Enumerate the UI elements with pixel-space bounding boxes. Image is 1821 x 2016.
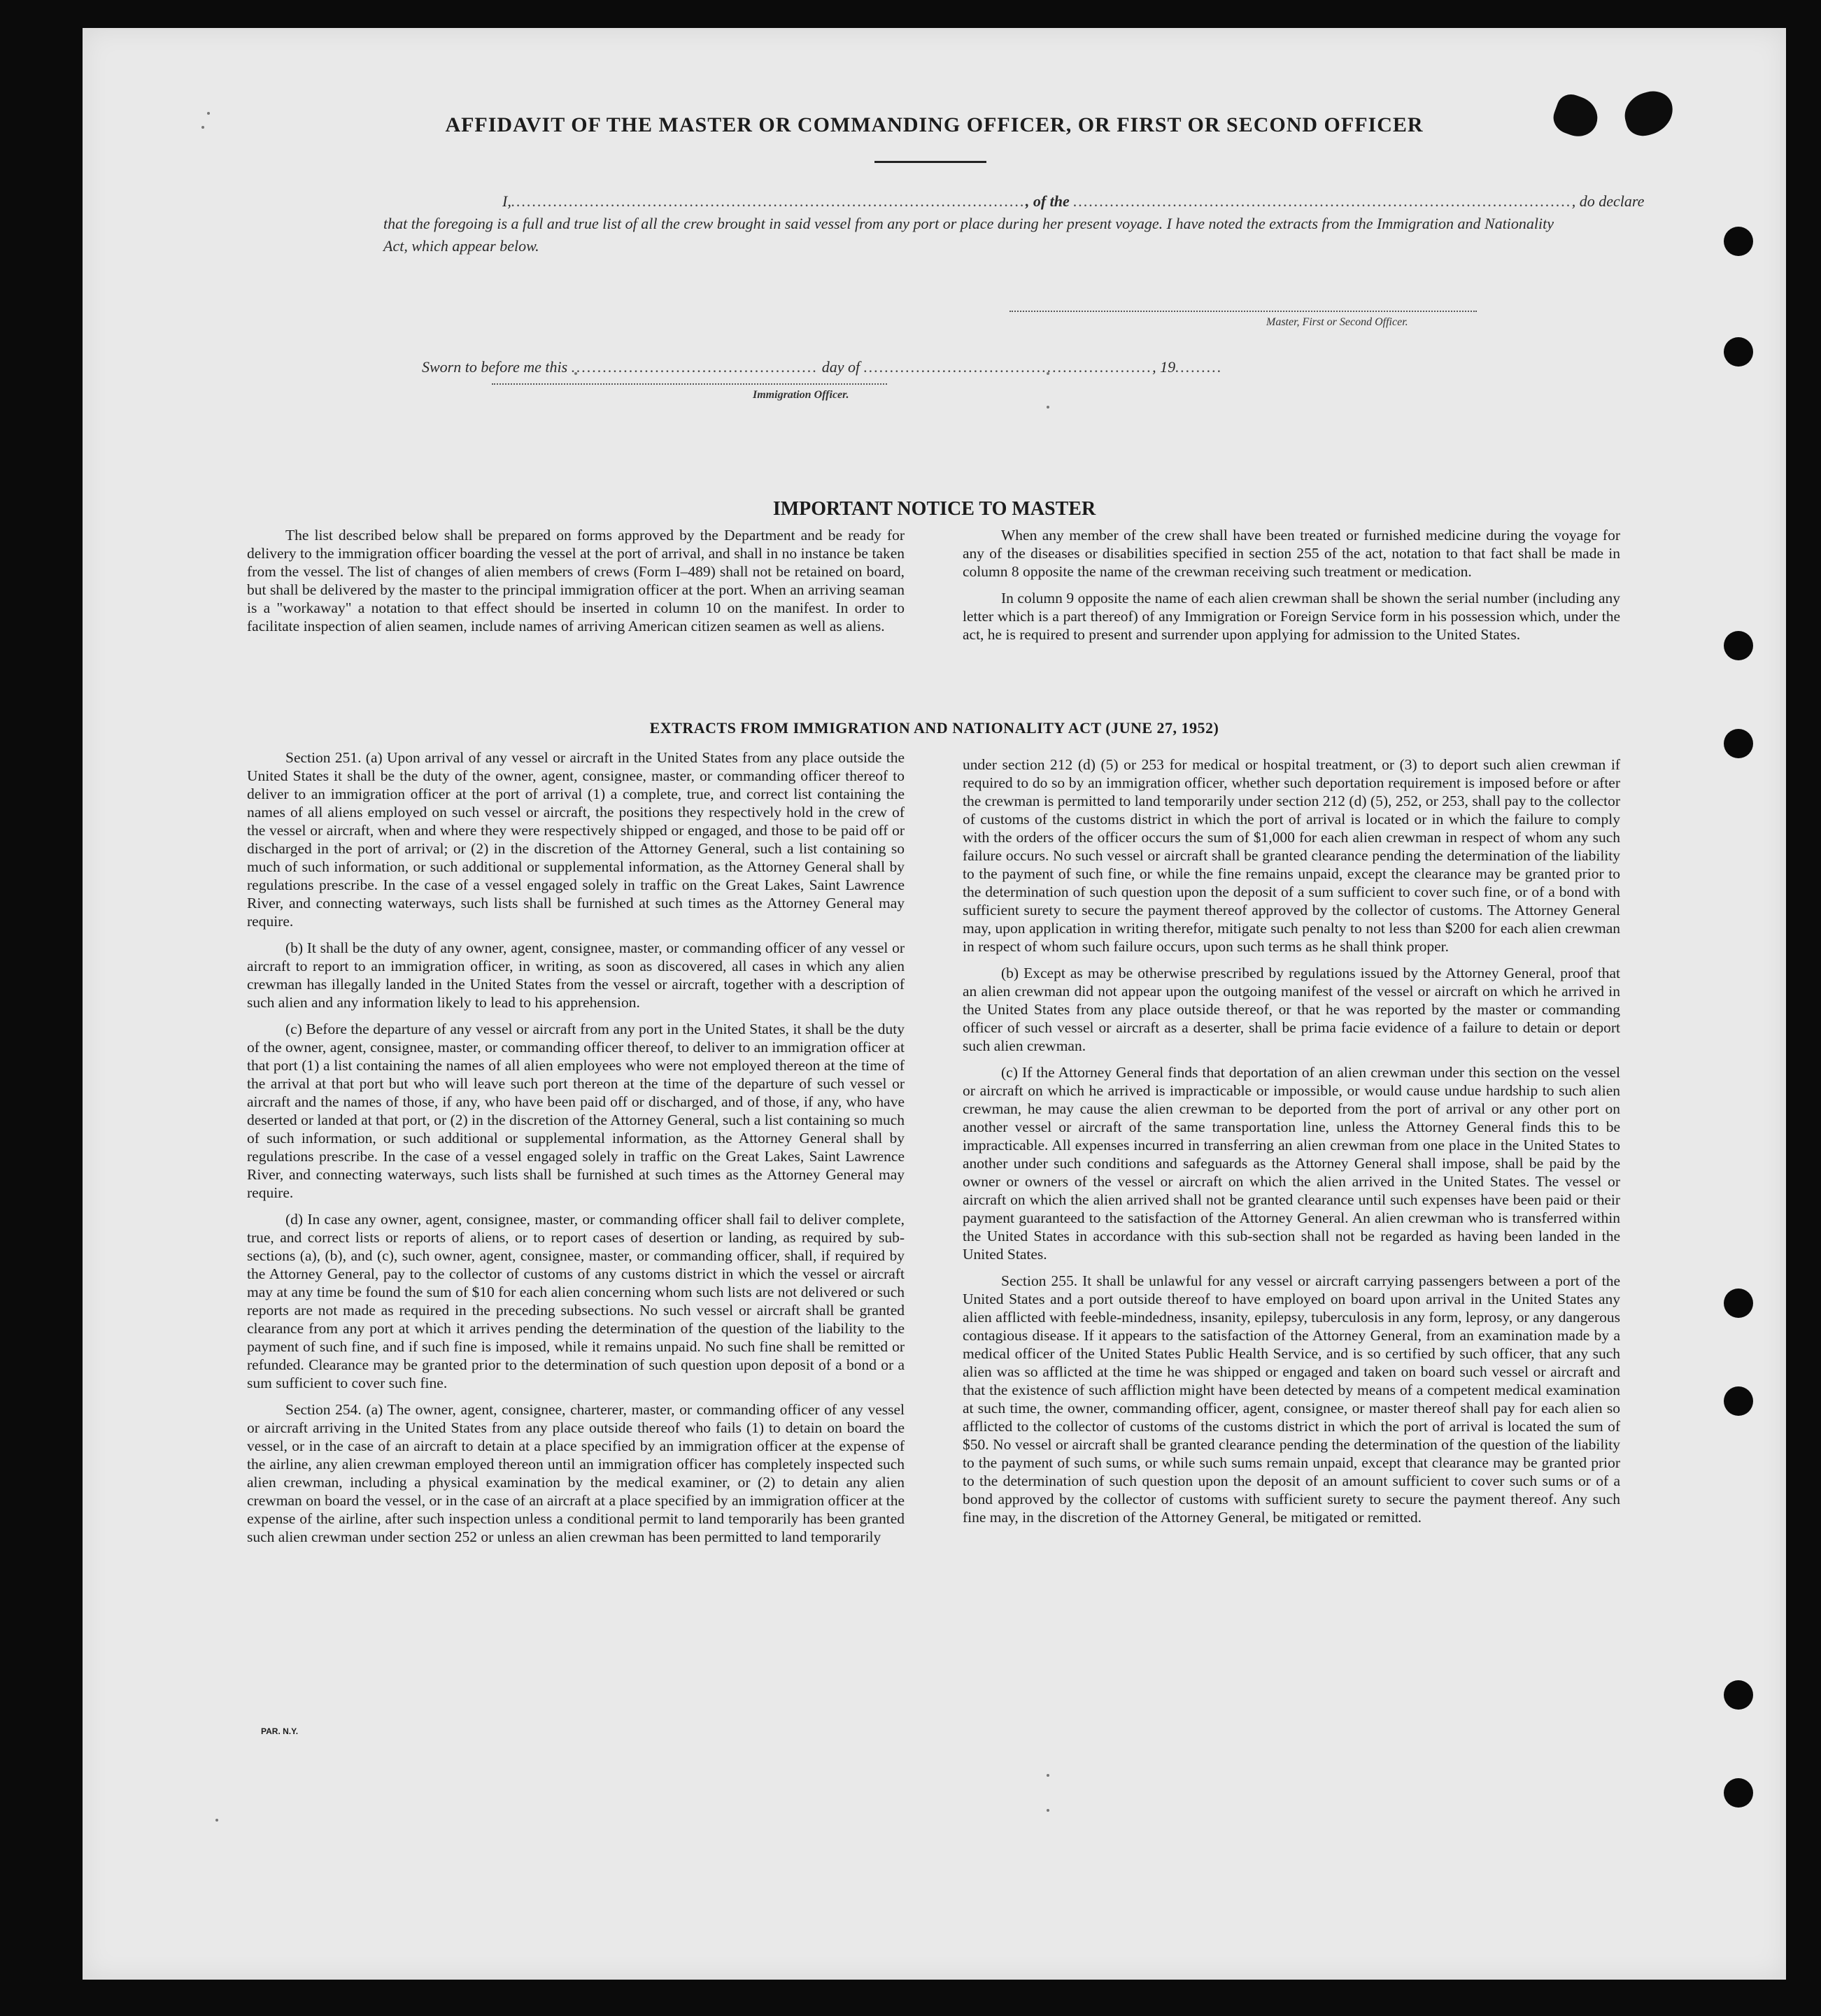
document-page <box>83 28 1786 1980</box>
immigration-officer-signature-line[interactable] <box>492 383 887 385</box>
sworn-year-blank[interactable]: ......... <box>1175 358 1223 376</box>
immigration-officer-caption: Immigration Officer. <box>753 389 849 401</box>
notice-title: IMPORTANT NOTICE TO MASTER <box>772 498 1096 520</box>
binder-hole <box>1724 337 1753 367</box>
year-prefix: , 19 <box>1152 358 1176 376</box>
extracts-title: EXTRACTS FROM IMMIGRATION AND NATIONALITY ACT (JUNE 27, 1952) <box>649 719 1219 737</box>
binder-hole <box>1724 227 1753 256</box>
binder-hole <box>1724 1289 1753 1318</box>
sworn-prefix: Sworn to before me this <box>422 358 568 376</box>
master-signature-line[interactable] <box>1009 311 1477 312</box>
binder-hole <box>1724 1680 1753 1710</box>
printer-mark: PAR. N.Y. <box>261 1726 299 1736</box>
section-254-a: Section 254. (a) The owner, agent, consignee, charterer, master, or commanding officer of any vessel or aircraft arriving in the United States from any place outside thereof who fails (1) to detain on board the vessel, or in the case of an aircraft to detain at a place specified by an immigration officer at the expense of the airline, any alien crewman employed thereon until an immigration officer has completely inspected such alien crewman, including a physical examination by the medical examiner, or (2) to detain any alien crewman on board the vessel, or in the case of an aircraft at a place specified by an immigration officer at the expense of the airline, after such inspection unless a conditional permit to land temporarily has been granted such alien crewman under section 252 or unless an alien crewman has been permitted to land temporarily <box>247 1401 905 1545</box>
notice-left-paragraph: The list described below shall be prepared on forms approved by the Department and be ready for delivery to the immigration officer boarding the vessel at the port of arrival, and shall in no instance be taken from the vessel. The list of changes of alien members of crews (Form I–489) shall not be retained on board, but shall be delivered by the master to the principal immigration officer at the port. When an arriving seaman is a "workaway" a notation to that effect should be inserted in column 10 on the manifest. In order to facilitate inspection of alien seamen, include names of arriving American citizen seamen as well as aliens. <box>247 527 905 634</box>
sworn-line <box>422 358 1223 376</box>
notice-right-paragraph-2: In column 9 opposite the name of each alien crewman shall be shown the serial number (including any letter which is a part thereof) of any Immigration or Foreign Service form in his possession which, under the act, he is required to present and surrender upon applying for admission to the United States. <box>963 590 1620 643</box>
document-title: AFFIDAVIT OF THE MASTER OR COMMANDING OFFICER, OR FIRST OR SECOND OFFICER <box>445 113 1424 136</box>
section-254-a-continued: under section 212 (d) (5) or 253 for medical or hospital treatment, or (3) to deport such alien crewman if required to do so by an immigration officer, whether such deportation requirement is imposed before or after the crewman is permitted to land temporarily under section 212 (d) (5), 252, or 253, shall pay to the collector of customs of the customs district in which the port of arrival is located or in which the failure to comply with the orders of the officer occurs the sum of $1,000 for each alien crewman in respect of whom any such failure occurs. No such vessel or aircraft shall be granted clearance pending the determination of the liability to the payment of such fine, or while the fine remains unpaid, except the clearance may be granted prior to the determination of such question upon the deposit of a sum sufficient to cover such fine, or of a bond with sufficient surety to secure the payment thereof approved by the collector of customs. The Attorney General may, upon application in writing therefor, mitigate such penalty to not less than $200 for each alien crewman in respect of whom such failure occurs, upon such terms as he shall think proper. <box>963 756 1620 955</box>
title-divider <box>874 161 986 163</box>
name-blank[interactable]: .................................................................................................. <box>511 192 1026 210</box>
day-of-label: day of <box>821 358 860 376</box>
section-251-b: (b) It shall be the duty of any owner, agent, consignee, master, or commanding officer of any vessel or aircraft to report to an immigration officer, in writing, as soon as discovered, all cases in which any alien crewman has illegally landed in the United States from the vessel or aircraft, together with a description of such alien and any information likely to lead to his apprehension. <box>247 939 905 1011</box>
binder-hole <box>1724 631 1753 660</box>
extracts-right-column <box>963 755 1620 1535</box>
notice-left-column <box>247 526 905 644</box>
vessel-blank[interactable]: ............................................................................................... <box>1073 192 1572 210</box>
binder-hole <box>1724 1778 1753 1808</box>
declaration-i-label: I, <box>502 192 511 210</box>
sworn-month-blank[interactable]: ....................................................... <box>863 358 1153 376</box>
sworn-day-blank[interactable]: ............................................... <box>571 358 819 376</box>
section-251-c: (c) Before the departure of any vessel or aircraft from any port in the United States, it shall be the duty of the owner, agent, consignee, master, or commanding officer thereof, to deliver to an immigration officer at that port (1) a list containing the names of all alien employees who were not employed thereon at the time of the arrival at that port but who will leave such port thereon at the time of the departure of such vessel or aircraft and the names of those, if any, who have been paid off or discharged, and of those, if any, who have deserted or landed at that port, or (2) in the discretion of the Attorney General, such a list containing so much of such information, or such additional or supplemental information, as the Attorney General shall by regulations prescribe. In the case of a vessel engaged solely in traffic on the Great Lakes, Saint Lawrence River, and connecting waterways, such lists shall be furnished at such times as the Attorney General may require. <box>247 1021 905 1201</box>
of-the-label: , of the <box>1025 192 1070 210</box>
notice-right-paragraph-1: When any member of the crew shall have been treated or furnished medicine during the voyage for any of the diseases or disabilities specified in section 255 of the act, notation to that fact shall be made in column 8 opposite the name of the crewman receiving such treatment or medication. <box>963 527 1620 580</box>
notice-right-column <box>963 526 1620 652</box>
section-251-a: Section 251. (a) Upon arrival of any vessel or aircraft in the United States from any place outside the United States it shall be the duty of the owner, agent, consignee, master, or commanding officer thereof to deliver to an immigration officer at the port of arrival (1) a complete, true, and correct list containing the names of all aliens employed on such vessel or aircraft, the positions they respectively hold in the crew of the vessel or aircraft, when and where they were respectively shipped or engaged, and those to be paid off or discharged in the port of arrival; or (2) in the discretion of the Attorney General, such a list containing so much of such information, or such additional or supplemental information, as the Attorney General shall by regulations prescribe. In the case of a vessel engaged solely in traffic on the Great Lakes, Saint Lawrence River, and connecting waterways, such lists shall be furnished at such times as the Attorney General may require. <box>247 749 905 930</box>
section-254-c: (c) If the Attorney General finds that deportation of an alien crewman under this section on the vessel or aircraft on which he arrived is impracticable or impossible, or would cause undue hardship to such alien crewman, he may cause the alien crewman to be deported from the port of arrival or any other port on another vessel or aircraft of the same transportation line, unless the Attorney General finds this to be impracticable. All expenses incurred in transferring an alien crewman from one place in the United States to another under such conditions and safeguards as the Attorney General shall impose, shall be paid by the owner or owners of the vessel or aircraft on which the alien arrived in the United States. The vessel or aircraft on which the alien arrived shall not be granted clearance until such expenses have been paid or their payment guaranteed to the satisfaction of the Attorney General. An alien crewman who is transferred within the United States in accordance with this sub-section shall not be regarded as having been landed in the United States. <box>963 1064 1620 1263</box>
extracts-left-column <box>247 748 905 1554</box>
section-254-b: (b) Except as may be otherwise prescribed by regulations issued by the Attorney General, proof that an alien crewman did not appear upon the outgoing manifest of the vessel or aircraft on which he arrived in the United States from any place outside thereof, or that he was reported by the master or commanding officer of such vessel or aircraft as a deserter, shall be prima facie evidence of a failure to detain or deport such alien crewman. <box>963 965 1620 1054</box>
declaration-sentence: that the foregoing is a full and true list of all the crew brought in said vessel from any port or place during her present voyage. I have noted the extracts from the Immigration and Nationality Act, which appear below. <box>383 215 1554 255</box>
section-251-d: (d) In case any owner, agent, consignee, master, or commanding officer shall fail to deliver complete, true, and correct lists or reports of aliens, or to report cases of desertion or landing, as required by sub-sections (a), (b), and (c), such owner, agent, consignee, master, or commanding officer, shall, if required by the Attorney General, pay to the collector of customs of any customs district in which the vessel or aircraft may at any time be found the sum of $10 for each alien concerning whom such lists are not delivered or such reports are not made as required in the preceding subsections. No such vessel or aircraft shall be granted clearance from any port at which it arrives pending the determination of the question of the liability to the payment of such fine, and if such fine is imposed, while it remains unpaid. No such fine shall be remitted or refunded. Clearance may be granted prior to the determination of such question upon deposit of a bond or a sum sufficient to cover such fine. <box>247 1211 905 1391</box>
section-255: Section 255. It shall be unlawful for any vessel or aircraft carrying passengers between a port of the United States and a port outside thereof to have employed on board upon arrival in the United States any alien afflicted with feeble-mindedness, insanity, epilepsy, tuberculosis in any form, leprosy, or any dangerous contagious disease. If it appears to the satisfaction of the Attorney General, from an examination made by a medical officer of the United States Public Health Service, and is so certified by such officer, that any such alien was so afflicted at the time he was shipped or engaged and taken on board such vessel or aircraft and that the existence of such affliction might have been detected by means of a competent medical examination at such time, the owner, commanding officer, agent, consignee, or master thereof shall pay for each alien so afflicted to the collector of customs of the customs district in which the port of arrival is located the sum of $50. No vessel or aircraft shall be granted clearance pending the determination of the question of the liability to the payment of such sums, or while such sums remain unpaid, except that clearance may be granted prior to the determination of such question upon the deposit of an amount sufficient to cover such sums or of a bond approved by the collector of customs with sufficient surety to secure the payment thereof. Any such fine may, in the discretion of the Attorney General, be mitigated or remitted. <box>963 1272 1620 1526</box>
do-declare-label: , do declare <box>1571 192 1645 210</box>
declaration-block <box>383 190 1645 257</box>
master-signature-caption: Master, First or Second Officer. <box>1266 316 1408 328</box>
binder-hole <box>1724 1386 1753 1416</box>
